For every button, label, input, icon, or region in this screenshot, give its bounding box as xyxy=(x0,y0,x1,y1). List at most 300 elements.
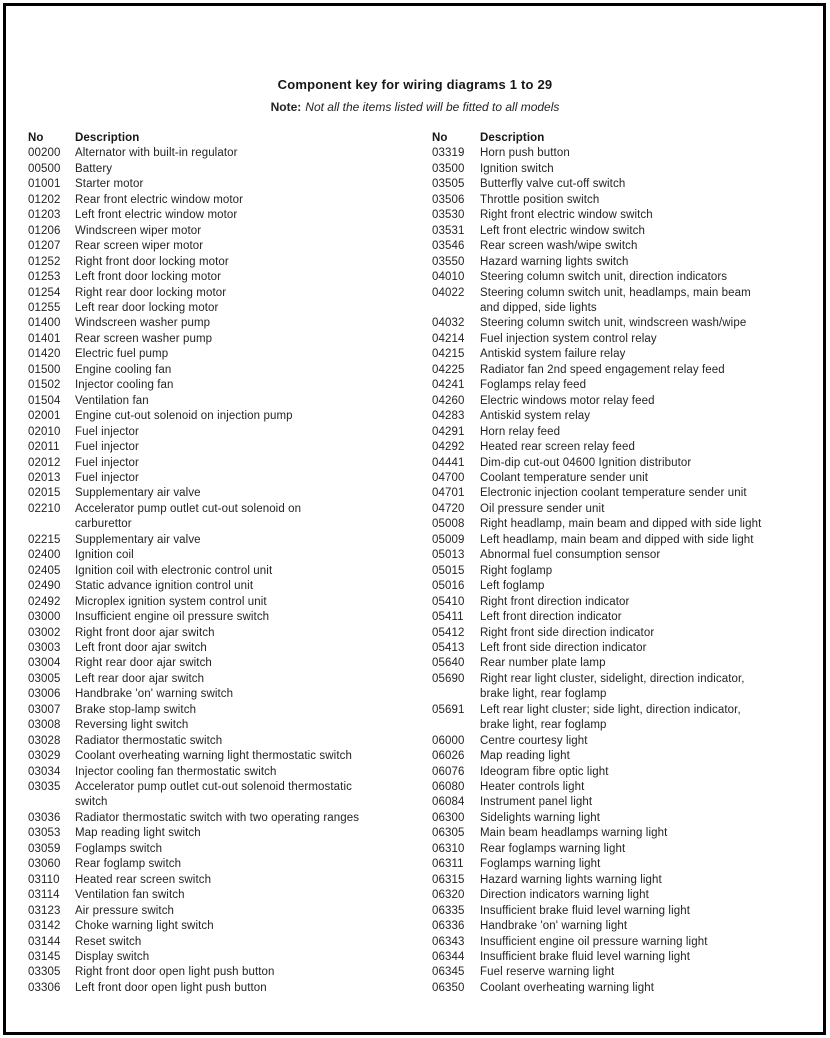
note-text: Not all the items listed will be fitted to all models xyxy=(305,100,560,114)
table-row xyxy=(28,347,432,362)
component-description: Heated rear screen relay feed xyxy=(480,441,636,454)
component-description: Fuel injector xyxy=(75,456,139,469)
component-description: Map reading light switch xyxy=(75,827,201,840)
table-row xyxy=(28,888,432,903)
table-row xyxy=(432,286,830,317)
component-number: 06350 xyxy=(432,981,465,994)
component-number: 02210 xyxy=(28,502,61,515)
table-row xyxy=(432,162,830,177)
component-number: 06305 xyxy=(432,827,465,840)
component-description: Right front electric window switch xyxy=(480,209,653,222)
table-row xyxy=(28,548,432,563)
component-number: 03144 xyxy=(28,935,61,948)
component-description: Steering column switch unit, direction indicators xyxy=(480,271,728,284)
component-number: 05640 xyxy=(432,657,465,670)
component-number: 03035 xyxy=(28,781,61,794)
component-number: 03029 xyxy=(28,750,61,763)
component-description: Steering column switch unit, headlamps, main beam and dipped, side lights xyxy=(480,286,751,314)
component-number: 06311 xyxy=(432,858,464,871)
left-column-rows xyxy=(28,146,432,996)
note-label: Note: xyxy=(270,100,302,114)
component-description: Left rear door locking motor xyxy=(75,301,219,314)
component-description: Left front door open light push button xyxy=(75,981,267,994)
component-number: 06315 xyxy=(432,873,465,886)
component-description: Horn push button xyxy=(480,147,570,160)
component-description: Fuel injector xyxy=(75,425,139,438)
component-description: Ignition coil xyxy=(75,549,134,562)
component-number: 02405 xyxy=(28,564,61,577)
table-row xyxy=(28,239,432,254)
table-row xyxy=(28,965,432,980)
table-row xyxy=(432,239,830,254)
left-column xyxy=(28,131,432,996)
component-description: Antiskid system relay xyxy=(480,410,591,423)
component-description: Coolant overheating warning light thermostatic switch xyxy=(75,750,352,763)
table-row xyxy=(28,811,432,826)
component-number: 02215 xyxy=(28,533,61,546)
component-number: 02015 xyxy=(28,487,61,500)
table-row xyxy=(432,409,830,424)
component-description: Map reading light xyxy=(480,750,570,763)
component-number: 04022 xyxy=(432,286,465,299)
table-row xyxy=(432,826,830,841)
component-description: Steering column switch unit, windscreen wash/wipe xyxy=(480,317,747,330)
component-number: 02001 xyxy=(28,410,61,423)
component-description: Left front side direction indicator xyxy=(480,641,647,654)
component-description: Right rear door locking motor xyxy=(75,286,227,299)
table-row xyxy=(432,394,830,409)
table-row xyxy=(28,641,432,656)
component-number: 06344 xyxy=(432,951,465,964)
component-description: Air pressure switch xyxy=(75,904,175,917)
component-number: 01207 xyxy=(28,240,61,253)
table-row xyxy=(432,595,830,610)
component-description: Dim-dip cut-out 04600 Ignition distributor xyxy=(480,456,692,469)
component-number: 03000 xyxy=(28,611,61,624)
component-description: Insufficient brake fluid level warning light xyxy=(480,904,691,917)
component-description: Right front door open light push button xyxy=(75,966,275,979)
table-row xyxy=(432,177,830,192)
table-row xyxy=(432,610,830,625)
component-number: 01502 xyxy=(28,379,61,392)
component-number: 03305 xyxy=(28,966,61,979)
component-description: Left front electric window switch xyxy=(480,224,646,237)
table-row xyxy=(432,795,830,810)
table-row xyxy=(28,425,432,440)
component-description: Battery xyxy=(75,162,113,175)
component-number: 01206 xyxy=(28,224,61,237)
component-description: Foglamps switch xyxy=(75,842,163,855)
component-description: Ideogram fibre optic light xyxy=(480,765,609,778)
component-description: Left front door ajar switch xyxy=(75,641,207,654)
component-number: 04225 xyxy=(432,363,465,376)
no-column-header: No xyxy=(432,132,448,144)
component-description: Radiator thermostatic switch with two operating ranges xyxy=(75,811,360,824)
component-number: 03123 xyxy=(28,904,61,917)
table-row xyxy=(432,471,830,486)
component-number: 05015 xyxy=(432,564,465,577)
component-description: Coolant temperature sender unit xyxy=(480,471,649,484)
component-number: 03142 xyxy=(28,920,61,933)
component-number: 03110 xyxy=(28,873,60,886)
table-row xyxy=(432,935,830,950)
table-row xyxy=(28,208,432,223)
table-row xyxy=(432,703,830,734)
table-row xyxy=(432,255,830,270)
component-description: Rear foglamp switch xyxy=(75,858,182,871)
component-key-table xyxy=(0,131,830,996)
component-number: 05016 xyxy=(432,580,465,593)
table-row xyxy=(28,224,432,239)
component-description: Rear screen wiper motor xyxy=(75,240,204,253)
component-number: 05009 xyxy=(432,533,465,546)
component-number: 06335 xyxy=(432,904,465,917)
component-number: 03003 xyxy=(28,641,61,654)
table-row xyxy=(28,703,432,718)
component-description: Accelerator pump outlet cut-out solenoid thermostatic switch xyxy=(75,781,352,809)
table-row xyxy=(28,780,432,811)
table-row xyxy=(28,904,432,919)
table-row xyxy=(28,734,432,749)
component-description: Fuel reserve warning light xyxy=(480,966,615,979)
component-description: Ignition coil with electronic control unit xyxy=(75,564,273,577)
table-row xyxy=(432,904,830,919)
component-number: 01401 xyxy=(28,332,61,345)
component-description: Heater controls light xyxy=(480,781,585,794)
component-description: Left foglamp xyxy=(480,580,545,593)
table-row xyxy=(432,270,830,285)
component-number: 03506 xyxy=(432,193,465,206)
right-column-rows xyxy=(432,146,830,996)
table-row xyxy=(432,378,830,393)
component-description: Radiator fan 2nd speed engagement relay feed xyxy=(480,363,725,376)
table-row xyxy=(432,641,830,656)
table-row xyxy=(28,270,432,285)
table-row xyxy=(432,208,830,223)
description-column-header: Description xyxy=(75,132,140,144)
component-number: 03306 xyxy=(28,981,61,994)
component-description: Choke warning light switch xyxy=(75,920,214,933)
right-column xyxy=(432,131,830,996)
component-description: Rear foglamps warning light xyxy=(480,842,626,855)
component-description: Supplementary air valve xyxy=(75,487,201,500)
component-number: 04720 xyxy=(432,502,465,515)
table-row xyxy=(28,564,432,579)
component-description: Right front door locking motor xyxy=(75,255,229,268)
component-description: Accelerator pump outlet cut-out solenoid on carburettor xyxy=(75,502,302,531)
component-description: Brake stop-lamp switch xyxy=(75,703,197,716)
component-number: 02012 xyxy=(28,456,61,469)
component-description: Windscreen washer pump xyxy=(75,317,211,330)
component-number: 03004 xyxy=(28,657,61,670)
component-number: 03319 xyxy=(432,147,465,160)
table-row xyxy=(432,440,830,455)
component-number: 04215 xyxy=(432,348,465,361)
component-number: 03550 xyxy=(432,255,465,268)
component-number: 04700 xyxy=(432,471,465,484)
table-row xyxy=(28,626,432,641)
component-description: Starter motor xyxy=(75,178,144,191)
table-row xyxy=(28,440,432,455)
component-number: 06345 xyxy=(432,966,465,979)
component-number: 01504 xyxy=(28,394,61,407)
component-number: 06336 xyxy=(432,920,465,933)
table-row xyxy=(432,517,830,532)
component-number: 04292 xyxy=(432,441,465,454)
component-number: 06343 xyxy=(432,935,465,948)
component-number: 04283 xyxy=(432,410,465,423)
table-row xyxy=(28,456,432,471)
component-number: 04291 xyxy=(432,425,465,438)
table-row xyxy=(28,378,432,393)
table-row xyxy=(28,919,432,934)
component-description: Hazard warning lights switch xyxy=(480,255,629,268)
component-description: Right front direction indicator xyxy=(480,595,630,608)
component-number: 01255 xyxy=(28,301,61,314)
table-row xyxy=(28,255,432,270)
table-row xyxy=(28,177,432,192)
component-description: Fuel injector xyxy=(75,441,139,454)
component-number: 04441 xyxy=(432,456,465,469)
component-number: 04260 xyxy=(432,394,465,407)
table-row xyxy=(28,394,432,409)
component-description: Right front door ajar switch xyxy=(75,626,215,639)
component-description: Hazard warning lights warning light xyxy=(480,873,662,886)
component-number: 02492 xyxy=(28,595,61,608)
component-description: Left headlamp, main beam and dipped with side light xyxy=(480,533,754,546)
table-row xyxy=(432,857,830,872)
component-number: 03036 xyxy=(28,811,61,824)
component-number: 03053 xyxy=(28,827,61,840)
component-number: 03500 xyxy=(432,162,465,175)
component-number: 01420 xyxy=(28,348,61,361)
table-row xyxy=(432,193,830,208)
component-number: 02400 xyxy=(28,549,61,562)
table-row xyxy=(28,749,432,764)
component-number: 04010 xyxy=(432,271,465,284)
component-number: 03002 xyxy=(28,626,61,639)
table-row xyxy=(432,363,830,378)
component-number: 04701 xyxy=(432,487,465,500)
component-description: Instrument panel light xyxy=(480,796,593,809)
component-number: 06310 xyxy=(432,842,465,855)
component-number: 03530 xyxy=(432,209,465,222)
no-column-header: No xyxy=(28,132,44,144)
table-row xyxy=(432,502,830,517)
component-description: Microplex ignition system control unit xyxy=(75,595,267,608)
table-row xyxy=(432,981,830,996)
table-row xyxy=(432,842,830,857)
component-number: 03006 xyxy=(28,688,61,701)
component-description: Left front door locking motor xyxy=(75,271,222,284)
component-description: Handbrake 'on' warning switch xyxy=(75,688,234,701)
component-number: 05691 xyxy=(432,703,465,716)
component-description: Direction indicators warning light xyxy=(480,889,649,902)
table-row xyxy=(432,224,830,239)
table-row xyxy=(432,146,830,161)
component-number: 01400 xyxy=(28,317,61,330)
component-number: 03531 xyxy=(432,224,465,237)
component-number: 03008 xyxy=(28,719,61,732)
table-row xyxy=(28,579,432,594)
component-description: Ignition switch xyxy=(480,162,554,175)
component-description: Insufficient brake fluid level warning light xyxy=(480,951,691,964)
component-number: 01254 xyxy=(28,286,61,299)
component-description: Insufficient engine oil pressure warning light xyxy=(480,935,708,948)
table-row xyxy=(432,734,830,749)
component-number: 01253 xyxy=(28,271,61,284)
component-number: 01001 xyxy=(28,178,61,191)
component-description: Left front electric window motor xyxy=(75,209,238,222)
table-row xyxy=(432,533,830,548)
component-description: Engine cut-out solenoid on injection pump xyxy=(75,410,293,423)
component-description: Right rear light cluster, sidelight, direction indicator, brake light, rear foglamp xyxy=(480,672,745,701)
table-row xyxy=(28,316,432,331)
component-description: Supplementary air valve xyxy=(75,533,201,546)
component-description: Ventilation fan xyxy=(75,394,149,407)
table-row xyxy=(28,409,432,424)
table-row xyxy=(28,146,432,161)
component-description: Radiator thermostatic switch xyxy=(75,734,223,747)
component-description: Left rear light cluster; side light, direction indicator, brake light, rear foglamp xyxy=(480,703,741,732)
component-number: 06000 xyxy=(432,734,465,747)
component-number: 05410 xyxy=(432,595,465,608)
table-row xyxy=(28,656,432,671)
table-row xyxy=(28,826,432,841)
component-description: Windscreen wiper motor xyxy=(75,224,202,237)
table-row xyxy=(432,919,830,934)
component-number: 03546 xyxy=(432,240,465,253)
component-number: 02490 xyxy=(28,580,61,593)
component-description: Right front side direction indicator xyxy=(480,626,655,639)
component-number: 04214 xyxy=(432,332,465,345)
description-column-header: Description xyxy=(480,132,545,144)
table-row xyxy=(432,347,830,362)
component-number: 05413 xyxy=(432,641,465,654)
component-number: 06320 xyxy=(432,889,465,902)
table-row xyxy=(432,456,830,471)
table-row xyxy=(432,765,830,780)
component-number: 03505 xyxy=(432,178,465,191)
component-number: 05013 xyxy=(432,549,465,562)
component-number: 06084 xyxy=(432,796,465,809)
component-description: Right foglamp xyxy=(480,564,553,577)
table-row xyxy=(28,718,432,733)
component-number: 04032 xyxy=(432,317,465,330)
table-row xyxy=(432,888,830,903)
component-description: Heated rear screen switch xyxy=(75,873,212,886)
table-row xyxy=(28,533,432,548)
component-number: 02010 xyxy=(28,425,61,438)
table-row xyxy=(432,873,830,888)
page-title: Component key for wiring diagrams 1 to 29 xyxy=(277,77,553,92)
table-row xyxy=(28,162,432,177)
table-row xyxy=(432,811,830,826)
table-row xyxy=(28,950,432,965)
component-number: 03145 xyxy=(28,951,61,964)
component-description: Rear front electric window motor xyxy=(75,193,244,206)
table-row xyxy=(432,950,830,965)
table-row xyxy=(432,965,830,980)
table-row xyxy=(28,687,432,702)
table-row xyxy=(28,502,432,533)
table-row xyxy=(432,656,830,671)
component-description: Electric windows motor relay feed xyxy=(480,394,655,407)
component-number: 05690 xyxy=(432,672,465,685)
component-number: 05412 xyxy=(432,626,465,639)
table-row xyxy=(28,486,432,501)
component-number: 06080 xyxy=(432,781,465,794)
table-row xyxy=(28,332,432,347)
component-number: 05008 xyxy=(432,518,465,531)
component-description: Foglamps relay feed xyxy=(480,379,587,392)
component-description: Oil pressure sender unit xyxy=(480,502,605,515)
component-number: 01203 xyxy=(28,209,61,222)
component-number: 05411 xyxy=(432,611,464,624)
table-row xyxy=(28,471,432,486)
component-description: Injector cooling fan xyxy=(75,379,174,392)
component-description: Display switch xyxy=(75,951,150,964)
table-row xyxy=(28,857,432,872)
table-row xyxy=(432,672,830,703)
component-number: 03060 xyxy=(28,858,61,871)
component-description: Horn relay feed xyxy=(480,425,561,438)
component-number: 03007 xyxy=(28,703,61,716)
table-row xyxy=(432,579,830,594)
component-number: 01202 xyxy=(28,193,61,206)
component-description: Main beam headlamps warning light xyxy=(480,827,668,840)
component-description: Alternator with built-in regulator xyxy=(75,147,238,160)
component-number: 03059 xyxy=(28,842,61,855)
component-number: 04241 xyxy=(432,379,465,392)
component-number: 03005 xyxy=(28,672,61,685)
component-description: Throttle position switch xyxy=(480,193,600,206)
component-number: 00500 xyxy=(28,162,61,175)
table-row xyxy=(28,981,432,996)
component-number: 02013 xyxy=(28,471,61,484)
component-description: Sidelights warning light xyxy=(480,811,601,824)
component-description: Insufficient engine oil pressure switch xyxy=(75,611,270,624)
component-description: Rear screen wash/wipe switch xyxy=(480,240,638,253)
component-number: 06026 xyxy=(432,750,465,763)
component-number: 03034 xyxy=(28,765,61,778)
component-number: 01500 xyxy=(28,363,61,376)
component-description: Left rear door ajar switch xyxy=(75,672,205,685)
component-description: Rear screen washer pump xyxy=(75,332,213,345)
component-number: 06300 xyxy=(432,811,465,824)
table-row xyxy=(432,332,830,347)
component-number: 03028 xyxy=(28,734,61,747)
component-description: Handbrake 'on' warning light xyxy=(480,920,628,933)
component-description: Antiskid system failure relay xyxy=(480,348,626,361)
component-description: Left front direction indicator xyxy=(480,611,622,624)
component-description: Butterfly valve cut-off switch xyxy=(480,178,626,191)
component-description: Rear number plate lamp xyxy=(480,657,606,670)
component-description: Foglamps warning light xyxy=(480,858,601,871)
table-row xyxy=(432,425,830,440)
component-description: Reset switch xyxy=(75,935,142,948)
component-description: Coolant overheating warning light xyxy=(480,981,654,994)
table-row xyxy=(28,286,432,301)
table-row xyxy=(28,193,432,208)
table-row xyxy=(432,564,830,579)
table-row xyxy=(28,301,432,316)
component-description: Static advance ignition control unit xyxy=(75,580,254,593)
table-row xyxy=(432,749,830,764)
component-number: 00200 xyxy=(28,147,61,160)
table-row xyxy=(432,316,830,331)
table-row xyxy=(28,765,432,780)
